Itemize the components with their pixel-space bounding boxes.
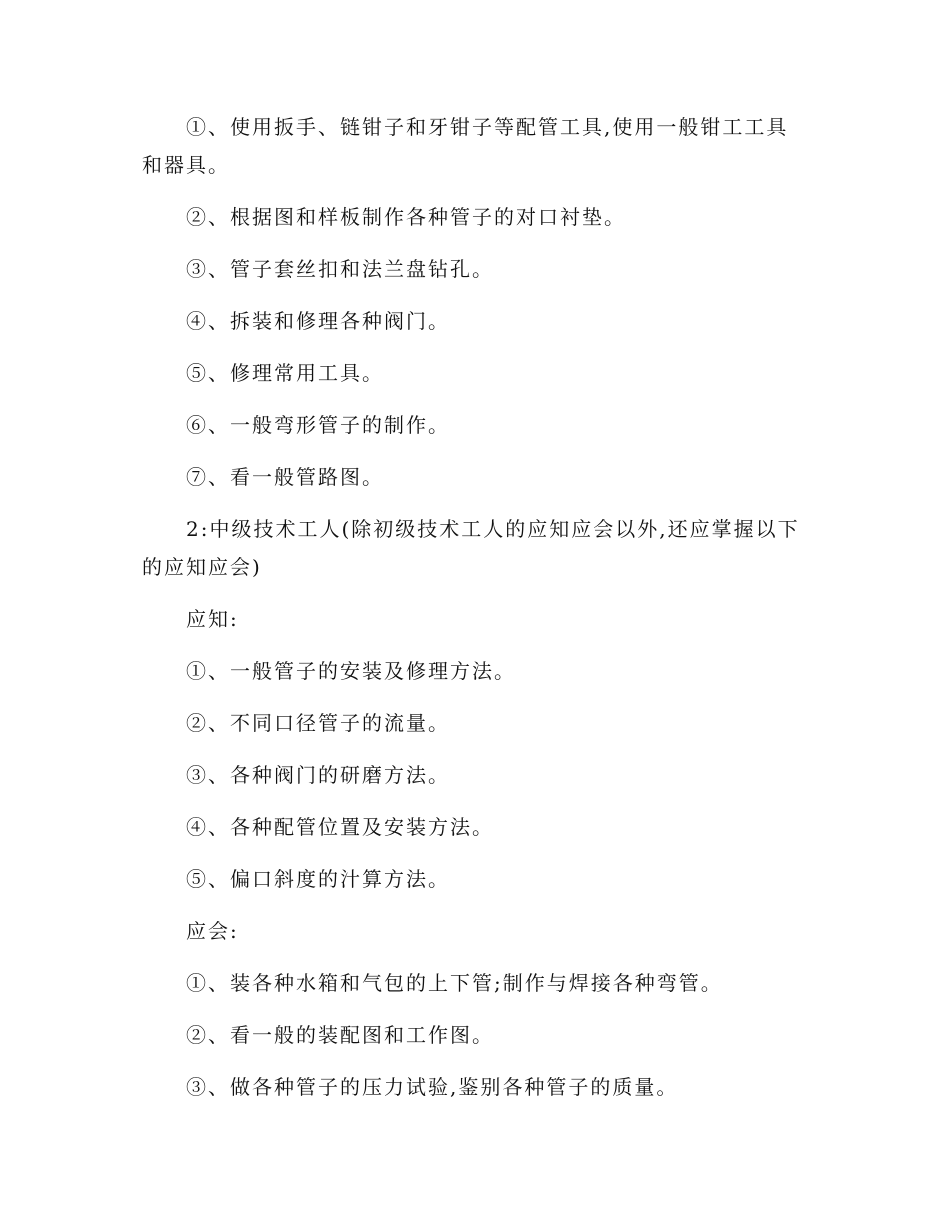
- paragraph-12: ③、各种阀门的研磨方法。: [186, 763, 450, 787]
- paragraph-18: ③、做各种管子的压力试验,鉴别各种管子的质量。: [186, 1075, 679, 1099]
- paragraph-1: ①、使用扳手、链钳子和牙钳子等配管工具,使用一般钳工工具和器具。: [142, 115, 789, 177]
- paragraph-17: ②、看一般的装配图和工作图。: [186, 1023, 494, 1047]
- paragraph-11: ②、不同口径管子的流量。: [186, 711, 450, 735]
- document-page: [142, 108, 810, 1120]
- paragraph-6: ⑥、一般弯形管子的制作。: [186, 413, 450, 437]
- paragraph-3: ③、管子套丝扣和法兰盘钻孔。: [186, 257, 494, 281]
- paragraph-4: ④、拆装和修理各种阀门。: [186, 309, 450, 333]
- paragraph-7: ⑦、看一般管路图。: [186, 465, 384, 489]
- paragraph-know-heading: 应知:: [186, 607, 239, 631]
- paragraph-16: ①、装各种水箱和气包的上下管;制作与焊接各种弯管。: [186, 971, 723, 995]
- paragraph-2: ②、根据图和样板制作各种管子的对口衬垫。: [186, 205, 626, 229]
- paragraph-14: ⑤、偏口斜度的汁算方法。: [186, 867, 450, 891]
- paragraph-10: ①、一般管子的安装及修理方法。: [186, 659, 516, 683]
- paragraph-section-heading: 2:中级技术工人(除初级技术工人的应知应会以外,还应掌握以下的应知应会): [142, 517, 800, 579]
- paragraph-skill-heading: 应会:: [186, 919, 239, 943]
- paragraph-13: ④、各种配管位置及安装方法。: [186, 815, 494, 839]
- paragraph-5: ⑤、修理常用工具。: [186, 361, 384, 385]
